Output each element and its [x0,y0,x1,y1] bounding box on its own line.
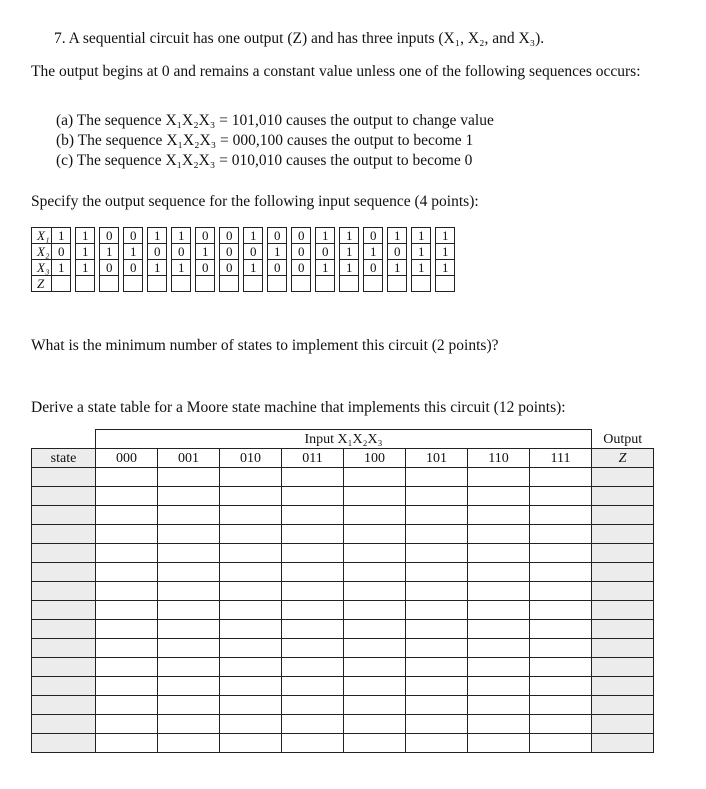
next-state-cell[interactable] [96,525,158,544]
input-column-header: 011 [282,449,344,468]
sequence-cell[interactable] [436,276,455,292]
sequence-cell: 0 [316,244,335,260]
next-state-cell[interactable] [282,639,344,658]
next-state-cell[interactable] [344,734,406,753]
output-cell[interactable] [592,658,654,677]
state-table-row [32,601,654,620]
state-cell[interactable] [32,696,96,715]
sequence-a: (a) The sequence X₁X₂X₃ = 101,010 causes the output to change value [56,112,494,129]
sequence-cell: 1 [412,260,431,276]
next-state-cell[interactable] [530,487,592,506]
next-state-cell[interactable] [344,715,406,734]
state-cell[interactable] [32,563,96,582]
next-state-cell[interactable] [468,525,530,544]
next-state-cell[interactable] [158,658,220,677]
output-cell[interactable] [592,563,654,582]
sequence-cell[interactable] [292,276,311,292]
state-table-row [32,620,654,639]
sequence-cell: 0 [364,228,383,244]
next-state-cell[interactable] [530,563,592,582]
sequence-cell: 0 [100,228,119,244]
sequence-cell: 1 [436,260,455,276]
next-state-cell[interactable] [96,677,158,696]
next-state-cell[interactable] [406,734,468,753]
sequence-cell[interactable] [100,276,119,292]
next-state-cell[interactable] [406,658,468,677]
specify-prompt: Specify the output sequence for the following input sequence (4 points): [31,193,479,210]
state-table-header [32,449,654,468]
next-state-cell[interactable] [158,696,220,715]
next-state-cell[interactable] [530,468,592,487]
next-state-cell[interactable] [468,468,530,487]
next-state-cell[interactable] [344,582,406,601]
state-cell[interactable] [32,620,96,639]
next-state-cell[interactable] [468,658,530,677]
sequence-cell: 1 [340,228,359,244]
next-state-cell[interactable] [406,677,468,696]
output-cell[interactable] [592,506,654,525]
sequence-cell: 1 [100,244,119,260]
input-column-header: 101 [406,449,468,468]
next-state-cell[interactable] [344,468,406,487]
next-state-cell[interactable] [282,563,344,582]
sequence-cell: 0 [220,228,239,244]
input-group-header: Input X₁X₂X₃ [96,430,592,449]
sequence-cell: 1 [124,244,143,260]
next-state-cell[interactable] [96,696,158,715]
sequence-cell: 1 [172,260,191,276]
state-cell[interactable] [32,525,96,544]
output-cell[interactable] [592,487,654,506]
state-table-row [32,696,654,715]
state-table-row [32,544,654,563]
sequence-cell: 1 [52,228,71,244]
sequence-cell[interactable] [52,276,71,292]
sequence-row [32,276,455,292]
next-state-cell[interactable] [344,563,406,582]
input-sequence-table [31,227,455,292]
sequence-cell: 0 [100,260,119,276]
next-state-cell[interactable] [344,658,406,677]
next-state-cell[interactable] [158,715,220,734]
next-state-cell[interactable] [344,677,406,696]
sequence-cell: 1 [340,260,359,276]
sequence-cell: 0 [124,228,143,244]
next-state-cell[interactable] [406,525,468,544]
next-state-cell[interactable] [158,734,220,753]
next-state-cell[interactable] [468,582,530,601]
next-state-cell[interactable] [96,544,158,563]
next-state-cell[interactable] [282,544,344,563]
sequence-cell: 1 [244,260,263,276]
next-state-cell[interactable] [96,563,158,582]
sequence-cell: 1 [196,244,215,260]
state-table-row [32,639,654,658]
next-state-cell[interactable] [96,734,158,753]
next-state-cell[interactable] [530,582,592,601]
sequence-row [32,228,455,244]
next-state-cell[interactable] [406,582,468,601]
sequence-cell: 0 [268,228,287,244]
next-state-cell[interactable] [406,544,468,563]
sequence-cell: 1 [148,228,167,244]
next-state-cell[interactable] [406,696,468,715]
state-cell[interactable] [32,582,96,601]
next-state-cell[interactable] [282,468,344,487]
next-state-cell[interactable] [344,487,406,506]
next-state-cell[interactable] [468,620,530,639]
sequence-cell[interactable] [244,276,263,292]
next-state-cell[interactable] [468,715,530,734]
next-state-cell[interactable] [96,658,158,677]
next-state-cell[interactable] [468,639,530,658]
output-cell[interactable] [592,468,654,487]
next-state-cell[interactable] [344,525,406,544]
output-symbol-header: Z [592,449,654,468]
sequence-b: (b) The sequence X₁X₂X₃ = 000,100 causes the output to become 1 [56,132,474,149]
next-state-cell[interactable] [282,582,344,601]
next-state-cell[interactable] [468,506,530,525]
input-column-header: 111 [530,449,592,468]
sequence-cell: 0 [292,244,311,260]
next-state-cell[interactable] [158,506,220,525]
sequence-cell: 1 [436,244,455,260]
state-cell[interactable] [32,677,96,696]
next-state-cell[interactable] [158,525,220,544]
state-cell[interactable] [32,468,96,487]
next-state-cell[interactable] [220,506,282,525]
state-table-row [32,658,654,677]
next-state-cell[interactable] [344,506,406,525]
next-state-cell[interactable] [220,582,282,601]
next-state-cell[interactable] [406,487,468,506]
next-state-cell[interactable] [96,487,158,506]
state-table [31,429,654,753]
output-cell[interactable] [592,677,654,696]
next-state-cell[interactable] [282,487,344,506]
input-column-header: 000 [96,449,158,468]
state-table-row [32,582,654,601]
next-state-cell[interactable] [220,601,282,620]
next-state-cell[interactable] [282,620,344,639]
next-state-cell[interactable] [282,506,344,525]
sequence-cell[interactable] [196,276,215,292]
sequence-cell: 1 [436,228,455,244]
state-cell[interactable] [32,601,96,620]
next-state-cell[interactable] [468,544,530,563]
sequence-cell[interactable] [76,276,95,292]
state-header: state [32,449,96,468]
question-intro: The output begins at 0 and remains a constant value unless one of the following sequences occurs: [31,63,641,80]
sequence-cell[interactable] [316,276,335,292]
state-cell[interactable] [32,544,96,563]
sequence-cell[interactable] [148,276,167,292]
next-state-cell[interactable] [530,715,592,734]
next-state-cell[interactable] [530,620,592,639]
state-table-row [32,468,654,487]
state-table-header-group [32,430,654,449]
sequence-cell: 1 [76,260,95,276]
next-state-cell[interactable] [468,734,530,753]
next-state-cell[interactable] [344,601,406,620]
next-state-cell[interactable] [282,696,344,715]
sequence-cell: 1 [52,260,71,276]
next-state-cell[interactable] [406,601,468,620]
sequence-cell: 0 [148,244,167,260]
sequence-cell: 1 [148,260,167,276]
sequence-row-label: Z [32,276,52,292]
next-state-cell[interactable] [158,468,220,487]
next-state-cell[interactable] [158,544,220,563]
sequence-cell: 0 [52,244,71,260]
sequence-cell: 1 [364,244,383,260]
next-state-cell[interactable] [96,715,158,734]
sequence-cell: 0 [220,260,239,276]
state-cell[interactable] [32,506,96,525]
output-cell[interactable] [592,601,654,620]
next-state-cell[interactable] [530,677,592,696]
next-state-cell[interactable] [468,487,530,506]
sequence-cell[interactable] [172,276,191,292]
sequence-cell[interactable] [340,276,359,292]
next-state-cell[interactable] [220,677,282,696]
state-table-row [32,715,654,734]
next-state-cell[interactable] [468,696,530,715]
input-column-header: 010 [220,449,282,468]
next-state-cell[interactable] [406,563,468,582]
next-state-cell[interactable] [220,639,282,658]
sequence-cell: 0 [220,244,239,260]
state-table-row [32,677,654,696]
next-state-cell[interactable] [282,658,344,677]
next-state-cell[interactable] [282,715,344,734]
next-state-cell[interactable] [220,696,282,715]
next-state-cell[interactable] [282,525,344,544]
next-state-cell[interactable] [158,582,220,601]
next-state-cell[interactable] [468,677,530,696]
next-state-cell[interactable] [220,620,282,639]
next-state-cell[interactable] [220,468,282,487]
next-state-cell[interactable] [220,715,282,734]
next-state-cell[interactable] [96,506,158,525]
next-state-cell[interactable] [530,696,592,715]
next-state-cell[interactable] [530,658,592,677]
sequence-cell: 1 [412,228,431,244]
state-cell[interactable] [32,487,96,506]
sequence-cell[interactable] [220,276,239,292]
sequence-row-label: X₃ [32,260,52,276]
state-cell[interactable] [32,658,96,677]
next-state-cell[interactable] [158,601,220,620]
next-state-cell[interactable] [220,487,282,506]
next-state-cell[interactable] [406,639,468,658]
next-state-cell[interactable] [96,620,158,639]
next-state-cell[interactable] [282,734,344,753]
next-state-cell[interactable] [530,734,592,753]
next-state-cell[interactable] [220,544,282,563]
state-table-row [32,563,654,582]
sequence-cell[interactable] [364,276,383,292]
state-table-row [32,487,654,506]
output-cell[interactable] [592,734,654,753]
sequence-cell: 1 [388,228,407,244]
next-state-cell[interactable] [158,563,220,582]
output-cell[interactable] [592,525,654,544]
sequence-cell: 1 [76,244,95,260]
derive-prompt: Derive a state table for a Moore state machine that implements this circuit (12 points): [31,399,566,416]
min-states-prompt: What is the minimum number of states to implement this circuit (2 points)? [31,337,499,354]
next-state-cell[interactable] [468,601,530,620]
sequence-row-label: X₁ [32,228,52,244]
sequence-cell: 0 [268,260,287,276]
next-state-cell[interactable] [282,601,344,620]
sequence-row-label: X₂ [32,244,52,260]
next-state-cell[interactable] [344,620,406,639]
state-cell[interactable] [32,639,96,658]
next-state-cell[interactable] [530,639,592,658]
output-cell[interactable] [592,544,654,563]
sequence-cell[interactable] [268,276,287,292]
sequence-cell[interactable] [388,276,407,292]
header-spacer [32,430,96,449]
sequence-cell: 0 [172,244,191,260]
next-state-cell[interactable] [220,658,282,677]
sequence-cell: 0 [196,260,215,276]
next-state-cell[interactable] [158,639,220,658]
next-state-cell[interactable] [406,715,468,734]
output-cell[interactable] [592,620,654,639]
next-state-cell[interactable] [96,639,158,658]
sequence-row [32,244,455,260]
sequence-cell: 0 [124,260,143,276]
next-state-cell[interactable] [406,506,468,525]
input-column-header: 001 [158,449,220,468]
next-state-cell[interactable] [344,544,406,563]
sequence-row [32,260,455,276]
next-state-cell[interactable] [96,601,158,620]
sequence-cell: 1 [316,260,335,276]
next-state-cell[interactable] [344,696,406,715]
output-cell[interactable] [592,582,654,601]
next-state-cell[interactable] [158,487,220,506]
sequence-cell: 1 [76,228,95,244]
sequence-cell: 0 [244,244,263,260]
next-state-cell[interactable] [220,525,282,544]
sequence-cell: 0 [292,228,311,244]
next-state-cell[interactable] [220,734,282,753]
next-state-cell[interactable] [468,563,530,582]
next-state-cell[interactable] [96,468,158,487]
sequence-cell: 1 [172,228,191,244]
sequence-cell: 0 [292,260,311,276]
next-state-cell[interactable] [406,620,468,639]
state-table-row [32,734,654,753]
sequence-cell: 0 [196,228,215,244]
sequence-cell: 0 [388,244,407,260]
sequence-cell: 1 [244,228,263,244]
output-cell[interactable] [592,639,654,658]
state-table-row [32,525,654,544]
sequence-cell: 1 [412,244,431,260]
sequence-cell: 1 [388,260,407,276]
sequence-cell: 1 [340,244,359,260]
output-header: Output [603,432,643,447]
input-column-header: 100 [344,449,406,468]
next-state-cell[interactable] [530,506,592,525]
next-state-cell[interactable] [530,525,592,544]
next-state-cell[interactable] [158,677,220,696]
input-column-header: 110 [468,449,530,468]
next-state-cell[interactable] [530,544,592,563]
state-table-row [32,506,654,525]
next-state-cell[interactable] [96,582,158,601]
output-cell[interactable] [592,696,654,715]
next-state-cell[interactable] [406,468,468,487]
sequence-cell[interactable] [124,276,143,292]
state-cell[interactable] [32,734,96,753]
next-state-cell[interactable] [530,601,592,620]
question-title: 7. A sequential circuit has one output (Z) and has three inputs (X₁, X₂, and X₃). [54,30,545,47]
next-state-cell[interactable] [344,639,406,658]
sequence-cell: 1 [268,244,287,260]
sequence-cell: 1 [316,228,335,244]
sequence-cell: 0 [364,260,383,276]
output-cell[interactable] [592,715,654,734]
sequence-c: (c) The sequence X₁X₂X₃ = 010,010 causes the output to become 0 [56,152,473,169]
sequence-cell[interactable] [412,276,431,292]
next-state-cell[interactable] [282,677,344,696]
next-state-cell[interactable] [220,563,282,582]
next-state-cell[interactable] [158,620,220,639]
state-cell[interactable] [32,715,96,734]
